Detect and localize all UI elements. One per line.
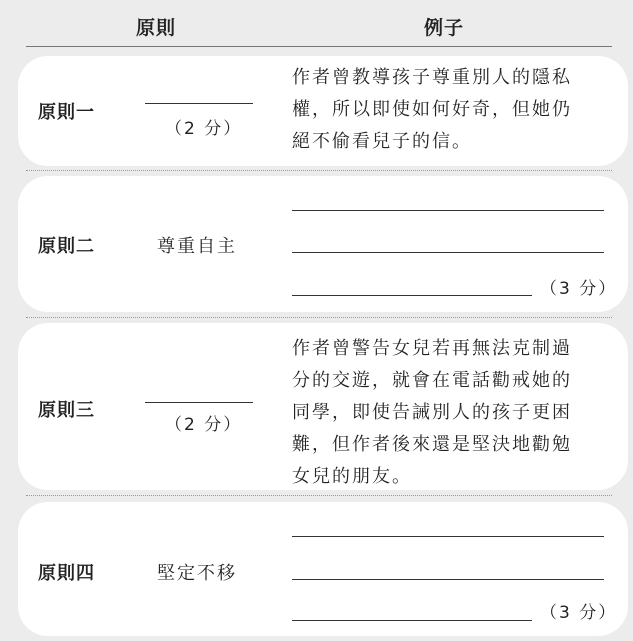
example-line: 女兒的朋友。	[292, 466, 412, 487]
row-divider	[26, 317, 612, 318]
score-label: （2 分）	[165, 415, 243, 435]
table-row-principle-1	[18, 56, 628, 166]
example-answer-blank-2[interactable]	[292, 579, 604, 580]
example-answer-blank-2[interactable]	[292, 252, 604, 253]
table-header	[0, 0, 633, 46]
score-label: （2 分）	[165, 119, 243, 139]
table-row-principle-4	[18, 502, 628, 636]
column-header-example: 例子	[424, 17, 465, 39]
example-line: 絕不偷看兒子的信。	[292, 131, 472, 152]
principle-label: 原則三	[38, 400, 95, 421]
example-answer-blank-3[interactable]	[292, 620, 532, 621]
principle-name: 尊重自主	[157, 236, 237, 257]
example-line: 分的交遊，就會在電話勸戒她的	[292, 370, 572, 391]
example-line: 作者曾教導孩子尊重別人的隱私	[292, 67, 572, 88]
column-header-principle: 原則	[136, 17, 177, 39]
principle-answer-blank[interactable]	[145, 402, 253, 403]
example-line: 作者曾警告女兒若再無法克制過	[292, 338, 572, 359]
table-row-principle-2	[18, 176, 628, 312]
example-answer-blank-1[interactable]	[292, 210, 604, 211]
principle-label: 原則一	[38, 102, 95, 123]
header-divider	[26, 46, 612, 47]
example-answer-blank-1[interactable]	[292, 536, 604, 537]
row-divider	[26, 495, 612, 496]
row-divider	[26, 170, 612, 171]
principle-answer-blank[interactable]	[145, 103, 253, 104]
principle-label: 原則二	[38, 236, 95, 257]
score-label: （3 分）	[540, 279, 618, 299]
table-row-principle-3	[18, 323, 628, 490]
example-line: 權，所以即使如何好奇，但她仍	[292, 99, 572, 120]
example-line: 同學，即使告誡別人的孩子更困	[292, 402, 572, 423]
example-text	[292, 62, 612, 158]
example-text	[292, 333, 612, 493]
example-answer-blank-3[interactable]	[292, 295, 532, 296]
principle-name: 堅定不移	[157, 563, 237, 584]
principle-label: 原則四	[38, 563, 95, 584]
score-label: （3 分）	[540, 603, 618, 623]
example-line: 難，但作者後來還是堅決地勸勉	[292, 434, 572, 455]
